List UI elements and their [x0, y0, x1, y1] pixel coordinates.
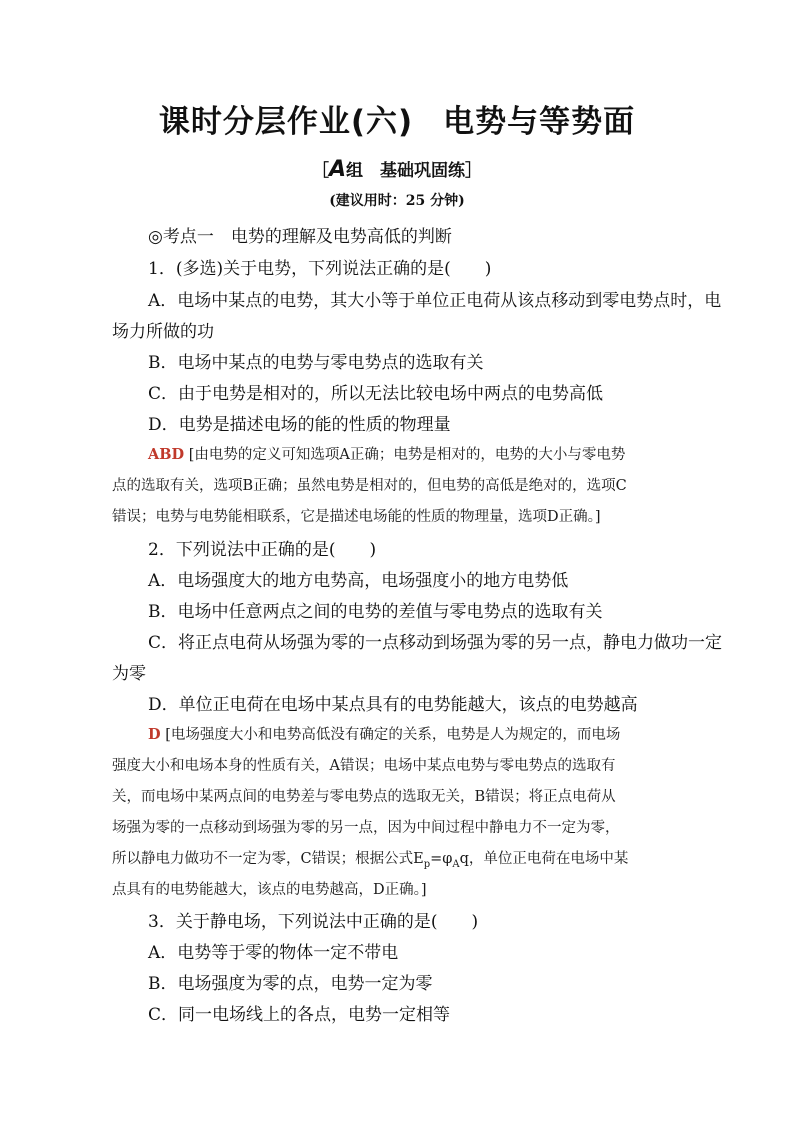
q2-explanation-line4: 场强为零的一点移动到场强为零的另一点，因为中间过程中静电力不一定为零， [112, 820, 620, 836]
q2-exp5-sub-a: A [452, 858, 460, 870]
q2-explanation-line5 [112, 847, 628, 870]
q1-stem: 1．(多选)关于电势，下列说法正确的是( ) [148, 259, 492, 279]
q2-explanation-line6: 点具有的电势能越大，该点的电势越高，D正确。] [112, 882, 427, 898]
q2-option-c-line1: C．将正点电荷从场强为零的一点移动到场强为零的另一点，静电力做功一定 [148, 633, 723, 653]
title-part1: 课时分层作业(六) [158, 104, 414, 140]
group-letter: A [328, 157, 347, 182]
q1-answer: ABD [148, 446, 185, 463]
q2-exp5-eq: =φ [430, 851, 453, 867]
q1-explanation-line1 [148, 443, 625, 464]
q2-option-b: B．电场中任意两点之间的电势的差值与零电势点的选取有关 [148, 602, 603, 622]
q3-option-b: B．电场强度为零的点，电势一定为零 [148, 974, 433, 994]
q2-explanation-line2: 强度大小和电场本身的性质有关，A错误；电场中某点电势与零电势点的选取有 [112, 758, 616, 774]
q1-option-c: C．由于电势是相对的，所以无法比较电场中两点的电势高低 [148, 384, 604, 404]
page-title [0, 96, 794, 141]
q2-exp5-text: 所以静电力做功不一定为零，C错误；根据公式E [112, 851, 424, 867]
q2-option-a: A．电场强度大的地方电势高，电场强度小的地方电势低 [148, 571, 569, 591]
q2-exp-text1: [电场强度大小和电势高低没有确定的关系，电势是人为规定的，而电场 [165, 727, 621, 743]
q1-explanation-line3: 错误；电势与电势能相联系，它是描述电场能的性质的物理量，选项D正确。] [112, 509, 601, 525]
q3-option-a: A．电势等于零的物体一定不带电 [148, 943, 399, 963]
q3-stem: 3．关于静电场，下列说法中正确的是( ) [148, 912, 479, 932]
q2-explanation-line1 [148, 723, 620, 744]
q1-explanation-line2: 点的选取有关，选项B正确；虽然电势是相对的，但电势的高低是绝对的，选项C [112, 478, 627, 494]
time-hint: (建议用时：25 分钟) [329, 193, 465, 209]
q3-option-c: C．同一电场线上的各点，电势一定相等 [148, 1005, 451, 1025]
q2-explanation-line3: 关，而电场中某两点间的电势差与零电势点的选取无关，B错误；将正点电荷从 [112, 789, 616, 805]
bracket-open: ［ [311, 161, 329, 181]
q2-answer: D [148, 726, 161, 743]
q1-option-a-line1: A．电场中某点的电势，其大小等于单位正电荷从该点移动到零电势点时，电 [148, 291, 722, 311]
q2-stem: 2．下列说法中正确的是( ) [148, 540, 377, 560]
q2-option-d: D．单位正电荷在电场中某点具有的电势能越大，该点的电势越高 [148, 695, 638, 715]
q1-exp-text1: [由电势的定义可知选项A正确；电势是相对的，电势的大小与零电势 [188, 447, 626, 463]
q1-option-b: B．电场中某点的电势与零电势点的选取有关 [148, 353, 484, 373]
section-heading: ◎考点一 电势的理解及电势高低的判断 [148, 227, 452, 247]
q1-option-d: D．电势是描述电场的能的性质的物理量 [148, 415, 451, 435]
q1-option-a-line2: 场力所做的功 [112, 322, 214, 342]
bracket-close: ］ [465, 161, 483, 181]
group-label: 组 基础巩固练 [346, 161, 466, 181]
q2-exp5-sub-p: p [423, 858, 431, 870]
q2-exp5-rest: q，单位正电荷在电场中某 [459, 851, 629, 867]
title-part2: 电势与等势面 [443, 104, 636, 140]
group-heading [0, 156, 794, 182]
q2-option-c-line2: 为零 [112, 664, 146, 684]
